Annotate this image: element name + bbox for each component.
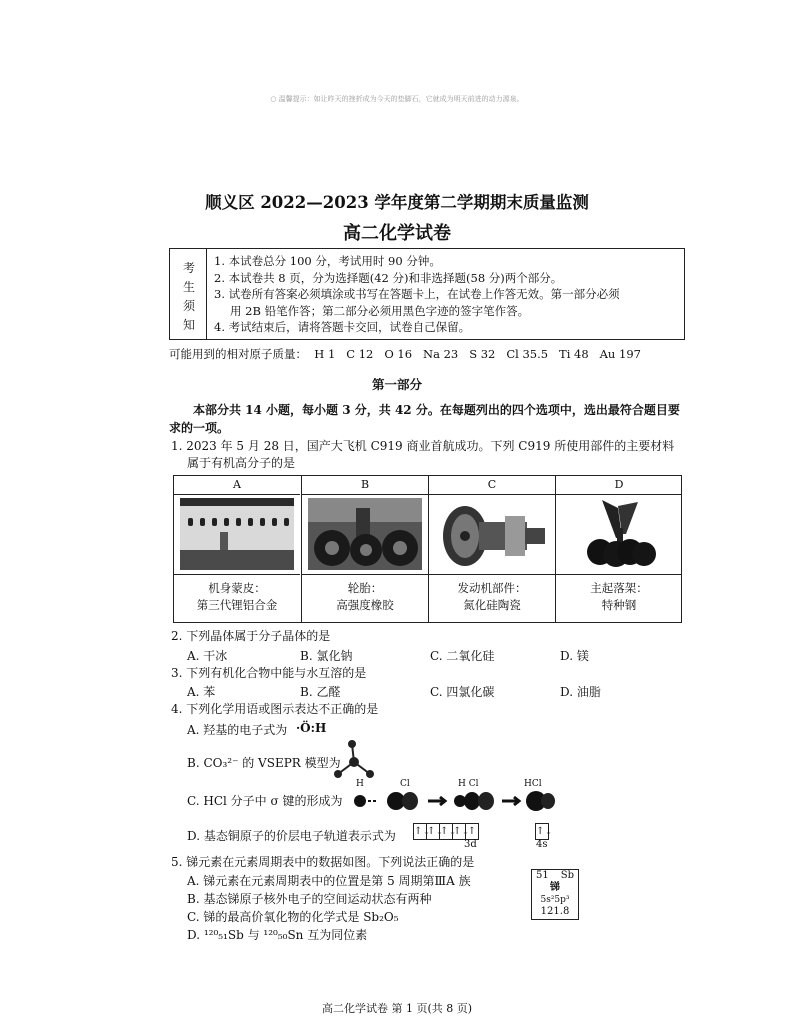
exam-notice-box [169,248,685,340]
vsepr-model-diagram [332,740,376,782]
notice-item: 4. 考试结束后，请将答题卡交回，试卷自己保留。 [214,320,471,335]
page-footer: 高二化学试卷 第 1 页(共 8 页) [321,1002,473,1015]
notice-item: 1. 本试卷总分 100 分，考试用时 90 分钟。 [214,254,441,268]
q4-option-a: A. 羟基的电子式为 [187,723,288,737]
option-caption [429,574,555,622]
option-caption [302,574,428,622]
notice-side-char: 考 [183,261,196,275]
q4-stem: 4. 下列化学用语或图示表达不正确的是 [171,702,379,716]
main-landing-gear-image [562,498,676,570]
component-name: 发动机部件： [457,581,527,595]
q4-option-c: C. HCl 分子中 σ 键的形成为 [187,794,343,808]
q2-stem: 2. 下列晶体属于分子晶体的是 [171,629,331,643]
q3-option-b: B. 乙醛 [300,685,341,699]
atomic-number: 51 [536,870,549,881]
hydroxyl-electron-formula: ·Ö:H [296,721,327,735]
notice-item: 用 2B 铅笔作答；第二部分必须用黑色字迹的签字笔作答。 [230,303,530,318]
q5-option-c: C. 锑的最高价氧化物的化学式是 Sb₂O₅ [187,910,399,924]
option-letter: C [429,476,555,495]
q1-stem-line2: 属于有机高分子的是 [187,456,296,470]
q4-option-b: B. CO₃²⁻ 的 VSEPR 模型为 [187,756,341,770]
orbital-box: ↑↓ [452,823,466,840]
notice-side-label [170,249,207,339]
notice-side-char: 生 [183,280,196,294]
exam-title: 顺义区 2022—2023 学年度第二学期期末质量监测 [205,193,589,212]
element-name: 锑 [550,882,560,893]
landing-gear-tire-image [308,498,422,570]
q1-option-a [174,476,300,622]
q3-option-d: D. 油脂 [560,685,601,699]
label-4s: 4s [536,839,548,850]
cl-atom-label: Cl [400,779,410,789]
q1-option-b [301,476,428,622]
engine-image [435,498,549,570]
q5-option-b: B. 基态锑原子核外电子的空间运动状态有两种 [187,892,432,906]
component-material: 氮化硅陶瓷 [463,598,521,612]
q2-option-b: B. 氯化钠 [300,649,353,663]
component-material: 第三代锂铝合金 [196,598,278,612]
h-atom-label: H [356,779,364,789]
antimony-element-box [531,869,579,920]
component-name: 机身蒙皮： [208,581,266,595]
q5-option-a: A. 锑元素在元素周期表中的位置是第 5 周期第ⅢA 族 [187,874,471,888]
fuselage-image [180,498,294,570]
component-material: 特种钢 [601,598,637,612]
element-symbol: Sb [560,870,574,881]
subject-title: 高二化学试卷 [343,223,451,244]
atomic-mass: 121.8 [540,906,570,917]
orbital-3d-boxes [414,819,479,840]
element-header [532,870,578,882]
q4-option-d: D. 基态铜原子的价层电子轨道表示式为 [187,829,396,843]
notice-side-char: 知 [183,318,196,332]
orbital-box: ↑↓ [426,823,440,840]
option-letter: A [174,476,300,495]
orbital-box: ↑↓ [413,823,427,840]
h-cl-approach-label: H Cl [458,779,479,789]
orbital-4s-box [536,819,553,840]
label-3d: 3d [464,839,477,850]
hcl-molecule-label: HCl [524,779,542,789]
notice-items [214,253,680,336]
component-name: 主起落架： [590,581,648,595]
option-letter: D [556,476,682,495]
orbital-box: ↑↓ [439,823,453,840]
q2-option-c: C. 二氧化硅 [430,649,495,663]
sigma-bond-formation-diagram [350,790,560,812]
notice-item: 3. 试卷所有答案必须填涂或书写在答题卡上，在试卷上作答无效。第一部分必须 [214,287,620,302]
orbital-box: ↑↓ [535,823,549,840]
q2-option-a: A. 干冰 [187,649,228,663]
q1-stem-line1: 1. 2023 年 5 月 28 日，国产大飞机 C919 商业首航成功。下列 C919 所使用部件的主要材料 [171,439,675,453]
q3-option-c: C. 四氯化碳 [430,685,495,699]
option-letter: B [302,476,428,495]
electron-config: 5s²5p³ [540,895,570,905]
q1-options-table [173,475,682,623]
part-title: 第一部分 [371,377,422,392]
q3-option-a: A. 苯 [187,685,216,699]
option-caption [556,574,682,622]
q5-stem: 5. 锑元素在元素周期表中的数据如图。下列说法正确的是 [171,855,475,869]
atomic-masses: 可能用到的相对原子质量： H 1 C 12 O 16 Na 23 S 32 Cl 35.5 Ti 48 Au 197 [169,347,641,361]
notice-item: 2. 本试卷共 8 页，分为选择题(42 分)和非选择题(58 分)两个部分。 [214,270,563,285]
component-name: 轮胎： [347,581,383,595]
notice-side-char: 须 [183,299,196,313]
q1-option-c [428,476,555,622]
q5-option-d: D. ¹²⁰₅₁Sb 与 ¹²⁰₅₀Sn 互为同位素 [187,928,368,942]
component-material: 高强度橡胶 [336,598,394,612]
option-caption [174,574,300,622]
part-intro: 本部分共 14 小题，每小题 3 分，共 42 分。在每题列出的四个选项中，选出最符合题目要求的一项。 [169,403,680,435]
top-note: ○ 温馨提示：如让昨天的挫折成为今天的垫脚石，它就成为明天前进的动力源泉。 [270,95,524,103]
q2-option-d: D. 镁 [560,649,589,663]
orbital-box: ↑ [465,823,479,840]
q3-stem: 3. 下列有机化合物中能与水互溶的是 [171,666,367,680]
q1-option-d [555,476,682,622]
